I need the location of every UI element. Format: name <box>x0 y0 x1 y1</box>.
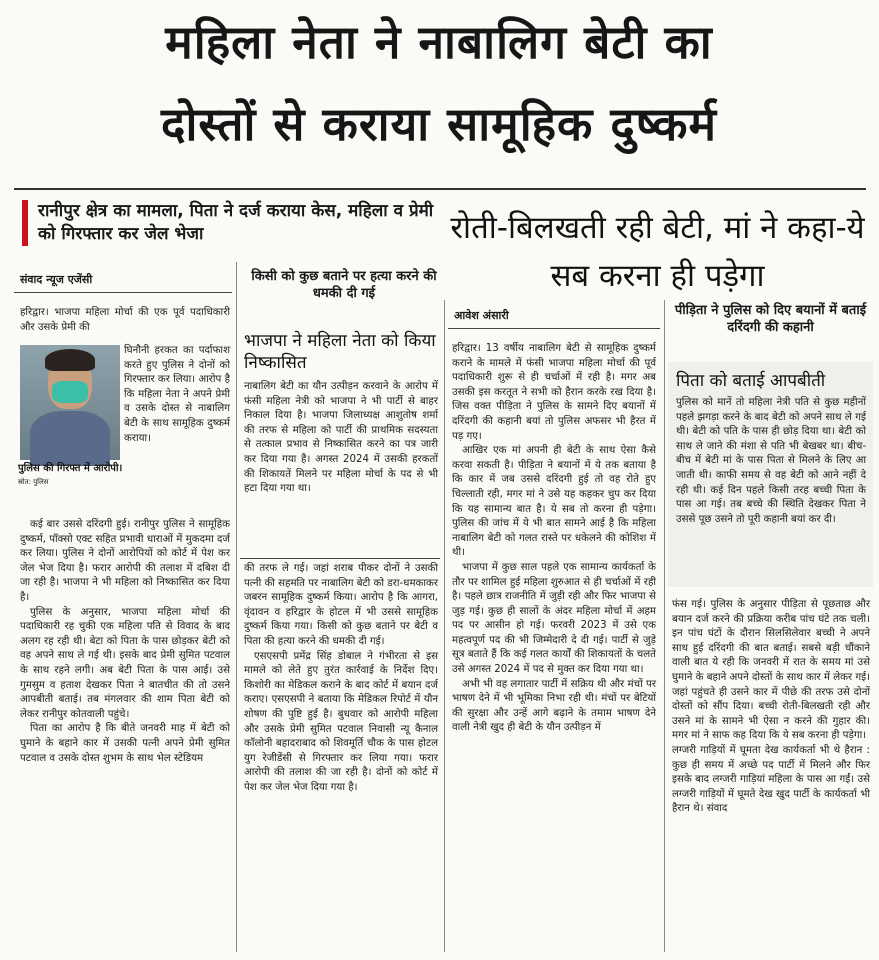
column-1-wrap <box>124 344 230 504</box>
column-1 <box>20 518 230 952</box>
paragraph: आखिर एक मां अपनी ही बेटी के साथ ऐसा कैसे करवा सकती है। पीड़िता ने बयानों में ये तक बताया है कि कार में जब उससे दरिंदगी हुई तो वह रोते हुए चिल्लाती रही, मगर मां ने उसे यह कहकर चुप कर दिया कि यह सामान्य बात है। ये सब तो करना ही पड़ेगा। पुलिस की जांच में ये भी बात सामने आई है कि महिला नाबालिग बेटी को गलत रास्ते पर धकेलने की कोशिश में थी। <box>452 445 656 559</box>
column-divider-3 <box>664 300 665 952</box>
column-divider-1 <box>236 262 237 952</box>
photo-caption: पुलिस की गिरफ्त में आरोपी। स्रोत: पुलिस <box>18 463 123 486</box>
paragraph: लग्जरी गाड़ियों में घूमता देख कार्यकर्ता भी थे हैरान : कुछ ही समय में अच्छे पद पार्टी में मिलने और फिर इसके बाद लग्जरी गाड़ियां महिला के पास आ गईं। उसे लग्जरी गाड़ियों में घूमते देख खुद पार्टी के कार्यकर्ता भी हैरान थे। संवाद <box>672 744 870 815</box>
column-1-lead <box>20 306 230 333</box>
paragraph: अभी भी वह लगातार पार्टी में सक्रिय थी और मंचों पर भाषण देने में भी भूमिका निभा रही थी। मंचों पर बेटियों की सुरक्षा और उन्हें आगे बढ़ाने के तमाम भाषण देने वाली नेत्री खुद ही बेटी के यौन उत्पीड़न में <box>452 678 656 734</box>
paragraph: नाबालिग बेटी का यौन उत्पीड़न करवाने के आरोप में फंसी महिला नेत्री को भाजपा ने भी पार्टी से बाहर निकाल दिया है। भाजपा जिलाध्यक्ष आशुतोष शर्मा की तरफ से महिला को पार्टी की प्राथमिक सदस्यता से तत्काल प्रभाव से निष्कासित करने का पत्र जारी कर दिया गया है। अगस्त 2024 में उसकी हरकतों की शिकायतें मिलने पर महिला मोर्चा के पद से भी हटा दिया गया था। <box>244 381 438 495</box>
headline-line-2: दोस्तों से कराया सामूहिक दुष्कर्म <box>161 97 717 151</box>
paragraph: भाजपा में कुछ साल पहले एक सामान्य कार्यकर्ता के तौर पर शामिल हुई महिला शुरुआत से ही चर्चाओं में रही है। पहले छात्र राजनीति में जुड़ी रही और फिर भाजपा से जुड़ गई। कुछ ही सालों के अंदर महिला मोर्चा में अहम पद पर आसीन हो गई। फरवरी 2023 में उसे एक महत्वपूर्ण पद की भी जिम्मेदारी दे दी गई। पार्टी से जुड़े सूत्र बताते हैं कि कई गलत कार्यों की शिकायतों के चलते उसे अगस्त 2024 में पद से मुक्त कर दिया गया था। <box>452 561 656 676</box>
column-4-box <box>676 396 866 582</box>
subheadline-right: रोती-बिलखती रही बेटी, मां ने कहा-ये सब करना ही पड़ेगा <box>450 210 865 294</box>
accused-photo <box>20 345 120 460</box>
column-3 <box>452 342 656 952</box>
headline-line-1: महिला नेता ने नाबालिग बेटी का <box>165 15 713 69</box>
kicker-middle: किसी को कुछ बताने पर हत्या करने की धमकी दी गई <box>251 269 437 301</box>
paragraph: पुलिस को मानें तो महिला नेत्री पति से कुछ महीनों पहले झगड़ा करने के बाद बेटी को अपने साथ ले गई थी। बेटी को पति के पास ही छोड़ दिया था। बेटी को साथ ले जाने की मंशा से पति भी बेखबर था। बीच-बीच में बेटी मां के पास पिता से मिलने के लिए आ जाती थी। काफी समय से वह बेटी को आने नहीं दे रही थी। कई दिन पहले किसी तरह बच्ची पिता के पास आ गई। तब बच्चे की स्थिति देखकर पिता ने उससे पूछ उसने तो पूरी कहानी बयां कर दी। <box>676 397 866 525</box>
box-right-title: पिता को बताई आपबीती <box>676 371 826 391</box>
subheadline-left: रानीपुर क्षेत्र का मामला, पिता ने दर्ज कराया केस, महिला व प्रेमी को गिरफ्तार कर जेल भेजा <box>22 200 443 246</box>
paragraph: की तरफ ले गई। जहां शराब पीकर दोनों ने उसकी पत्नी की सहमति पर नाबालिग बेटी को डरा-धमकाकर जबरन सामूहिक दुष्कर्म किया। आरोप है कि आगरा, वृंदावन व हरिद्वार के होटल में भी उससे सामूहिक दुष्कर्म किया गया। किसी को कुछ बताने पर बेटी व पिता की हत्या करने की धमकी दी गई। <box>244 563 438 647</box>
paragraph: कई बार उससे दरिंदगी हुई। रानीपुर पुलिस ने सामूहिक दुष्कर्म, पॉक्सो एक्ट सहित प्रभावी धाराओं में मुकदमा दर्ज कर लिया। पुलिस ने दोनों आरोपियों को कोर्ट में पेश कर जेल भेज दिया है। फरार आरोपी की तलाश में दबिश दी जा रही है। भाजपा ने भी महिला को निष्कासित कर दिया है। <box>20 519 230 603</box>
paragraph: पिता का आरोप है कि बीते जनवरी माह में बेटी को घुमाने के बहाने कार में उसकी पत्नी अपने प्रेमी सुमित पटवाल व उसके दोस्त शुभम के साथ भेल स्टेडियम <box>20 723 230 764</box>
byline-left-rule <box>14 292 232 293</box>
column-4 <box>672 598 870 952</box>
paragraph: हरिद्वार। 13 वर्षीय नाबालिग बेटी से सामूहिक दुष्कर्म कराने के मामले में फंसी भाजपा महिला मोर्चा की पूर्व पदाधिकारी शुरू से ही चर्चाओं में रही है। मगर अब उसकी इस करतूत ने सभी को हैरान करके रख दिया है। जिस वक्त पीड़िता ने पुलिस के सामने दिए बयानों में दरिंदगी की कहानी बयां तो पुलिस अफसर भी हैरत में पड़ गए। <box>452 343 656 442</box>
paragraph: हरिद्वार। भाजपा महिला मोर्चा की एक पूर्व पदाधिकारी और उसके प्रेमी की <box>20 307 230 333</box>
paragraph: पुलिस के अनुसार, भाजपा महिला मोर्चा की पदाधिकारी रह चुकी एक महिला पति से विवाद के बाद अलग रह रही थी। बेटा को पिता के पास छोड़कर बेटी को वह अपने साथ ले गई थी। इसके बाद प्रेमी सुमित पटवाल के साथ रहने लगी। अब बेटी पिता के पास आई। उसे गुमसुम व हताश देखकर पिता ने बातचीत की तो उसने आपबीती बताई। तब मंगलवार की शाम पिता बेटी को लेकर रानीपुर कोतवाली पहुंचे। <box>20 606 230 720</box>
byline-left: संवाद न्यूज एजेंसी <box>20 273 93 286</box>
paragraph: एसएसपी प्रमेंद्र सिंह डोबाल ने गंभीरता से इस मामले को लेते हुए तुरंत कार्रवाई के निर्देश दिए। किशोरी का मेडिकल कराने के बाद कोर्ट में बयान दर्ज कराए। एसएसपी ने बताया कि मेडिकल रिपोर्ट में यौन शोषण की पुष्टि हुई है। बुधवार को आरोपी महिला और उसके प्रेमी सुमित पटवाल निवासी न्यू कैनाल कॉलोनी बहादराबाद को शिवमूर्ति चौक के पास होटल युग रेजीडेंसी से गिरफ्तार कर लिया गया। फरार आरोपी की तलाश की जा रही है। दोनों को कोर्ट में पेश कर जेल भेज दिया गया है। <box>244 650 438 793</box>
column-2 <box>244 562 438 952</box>
box-middle-rule <box>240 558 440 559</box>
photo-source: स्रोत: पुलिस <box>18 478 49 486</box>
byline-right-rule <box>448 328 660 329</box>
column-divider-2 <box>444 300 445 952</box>
headline-divider <box>14 188 866 190</box>
kicker-right: पीड़िता ने पुलिस को दिए बयानों में बताई दरिंदगी की कहानी <box>674 303 867 335</box>
paragraph: फंस गई। पुलिस के अनुसार पीड़िता से पूछताछ और बयान दर्ज करने की प्रक्रिया करीब पांच घंटे तक चली। इन पांच घंटों के दौरान सिलसिलेवार बच्ची ने अपने साथ हुई दरिंदगी की बात बताई। सबसे बड़ी चौंकाने वाली बात ये रही कि जनवरी में रात के समय मां उसे घुमाने के बहाने अपने दोस्तों के साथ कार में लेकर गई। जहां पहुंचते ही उसने कार में पीछे की तरफ उसे दोनों दोस्तों को सौंप दिया। बच्ची रोती-बिलखती रही और उसने मां के सामने भी ऐसा न करने की गुहार की। मगर मां ने साफ कह दिया कि ये सब करना ही पड़ेगा। <box>672 599 870 742</box>
byline-right: आवेश अंसारी <box>454 309 509 322</box>
paragraph: घिनौनी हरकत का पर्दाफाश करते हुए पुलिस ने दोनों को गिरफ्तार कर लिया। आरोप है कि महिला नेता ने अपने प्रेमी व उसके दोस्त से नाबालिग बेटी के साथ सामूहिक दुष्कर्म कराया। <box>124 345 230 444</box>
box-middle-title: भाजपा ने महिला नेता को किया निष्कासित <box>244 331 436 373</box>
column-2-box <box>244 380 438 552</box>
